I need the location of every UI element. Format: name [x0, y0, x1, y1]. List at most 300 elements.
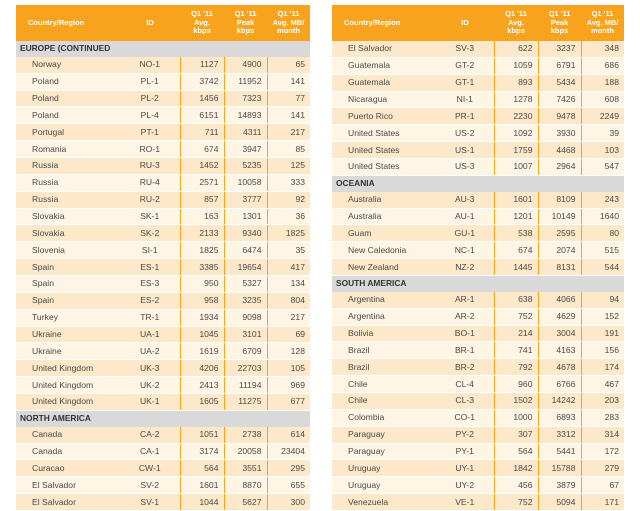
cell-peak-kbps: 4163: [538, 342, 581, 359]
region-section-row: [332, 175, 624, 191]
cell-peak-kbps: 3312: [538, 426, 581, 443]
cell-avg-kbps: 2230: [494, 108, 538, 125]
cell-country: Slovenia: [16, 242, 120, 259]
cell-avg-mb-month: 295: [267, 460, 310, 477]
cell-peak-kbps: 6893: [538, 409, 581, 426]
cell-avg-mb-month: 417: [267, 259, 310, 276]
cell-country: Guatemala: [332, 57, 436, 74]
table-row: [16, 73, 310, 90]
cell-country: Puerto Rico: [332, 108, 436, 125]
cell-id: SK-1: [120, 208, 180, 225]
cell-peak-kbps: 22703: [224, 360, 267, 377]
table-row: [332, 308, 624, 325]
cell-avg-kbps: 2413: [180, 377, 224, 394]
cell-id: PL-4: [120, 107, 180, 124]
table-row: [16, 107, 310, 124]
cell-peak-kbps: 9098: [224, 309, 267, 326]
table-row: [332, 242, 624, 259]
cell-id: UK-3: [120, 360, 180, 377]
cell-country: New Zealand: [332, 259, 436, 276]
cell-peak-kbps: 11952: [224, 73, 267, 90]
cell-country: Chile: [332, 376, 436, 393]
cell-id: NI-1: [436, 91, 494, 108]
cell-peak-kbps: 5434: [538, 74, 581, 91]
cell-avg-kbps: 4206: [180, 360, 224, 377]
cell-country: Colombia: [332, 409, 436, 426]
cell-avg-mb-month: 300: [267, 494, 310, 511]
cell-id: NZ-2: [436, 259, 494, 276]
cell-id: UA-1: [120, 326, 180, 343]
cell-avg-mb-month: 134: [267, 276, 310, 293]
cell-avg-kbps: 3742: [180, 73, 224, 90]
table-row: [332, 57, 624, 74]
cell-avg-kbps: 1825: [180, 242, 224, 259]
cell-avg-kbps: 1445: [494, 259, 538, 276]
cell-peak-kbps: 3930: [538, 125, 581, 142]
cell-country: Romania: [16, 141, 120, 158]
cell-country: Russia: [16, 158, 120, 175]
cell-avg-kbps: 752: [494, 308, 538, 325]
cell-avg-kbps: 674: [494, 242, 538, 259]
cell-id: UY-1: [436, 460, 494, 477]
right-table-panel: [332, 5, 624, 511]
table-row: [332, 259, 624, 276]
cell-country: El Salvador: [16, 477, 120, 494]
cell-avg-mb-month: 128: [267, 343, 310, 360]
cell-country: Canada: [16, 443, 120, 460]
left-table-panel: [16, 5, 310, 511]
cell-avg-kbps: 622: [494, 41, 538, 57]
cell-id: UK-2: [120, 377, 180, 394]
cell-avg-mb-month: 174: [581, 359, 624, 376]
table-row: [16, 394, 310, 411]
table-row: [332, 460, 624, 477]
cell-peak-kbps: 3101: [224, 326, 267, 343]
cell-country: Guatemala: [332, 74, 436, 91]
cell-id: PR-1: [436, 108, 494, 125]
cell-avg-mb-month: 94: [581, 292, 624, 308]
cell-country: Poland: [16, 73, 120, 90]
cell-id: PY-2: [436, 426, 494, 443]
cell-country: Brazil: [332, 359, 436, 376]
cell-avg-kbps: 1051: [180, 427, 224, 443]
cell-peak-kbps: 5235: [224, 158, 267, 175]
header-id: ID: [146, 17, 154, 27]
cell-id: PL-1: [120, 73, 180, 90]
cell-avg-mb-month: 804: [267, 292, 310, 309]
cell-avg-mb-month: 36: [267, 208, 310, 225]
cell-avg-mb-month: 243: [581, 192, 624, 208]
region-section-row: [16, 410, 310, 426]
cell-avg-mb-month: 348: [581, 41, 624, 57]
header-country: Country/Region: [28, 17, 85, 27]
cell-avg-mb-month: 156: [581, 342, 624, 359]
connectivity-table-left: [16, 5, 310, 511]
cell-id: BR-2: [436, 359, 494, 376]
cell-id: SK-2: [120, 225, 180, 242]
cell-avg-mb-month: 969: [267, 377, 310, 394]
cell-country: Chile: [332, 393, 436, 410]
table-row: [16, 242, 310, 259]
cell-avg-mb-month: 39: [581, 125, 624, 142]
table-row: [16, 477, 310, 494]
cell-avg-kbps: 1007: [494, 159, 538, 176]
table-header: [16, 5, 310, 41]
cell-avg-mb-month: 217: [267, 124, 310, 141]
cell-id: PT-1: [120, 124, 180, 141]
cell-country: Spain: [16, 292, 120, 309]
table-row: [332, 208, 624, 225]
cell-peak-kbps: 2964: [538, 159, 581, 176]
cell-country: Uruguay: [332, 460, 436, 477]
cell-peak-kbps: 6474: [224, 242, 267, 259]
connectivity-table-right: [332, 5, 624, 511]
cell-peak-kbps: 14893: [224, 107, 267, 124]
header-peak-kbps: Q1 '11 Peak kbps: [548, 9, 571, 36]
region-section-label: NORTH AMERICA: [16, 410, 310, 426]
cell-id: SV-1: [120, 494, 180, 511]
cell-id: RU-2: [120, 191, 180, 208]
cell-avg-kbps: 1044: [180, 494, 224, 511]
table-row: [332, 108, 624, 125]
cell-peak-kbps: 4678: [538, 359, 581, 376]
cell-id: RU-3: [120, 158, 180, 175]
cell-peak-kbps: 5627: [224, 494, 267, 511]
cell-peak-kbps: 2074: [538, 242, 581, 259]
cell-avg-mb-month: 85: [267, 141, 310, 158]
cell-avg-mb-month: 92: [267, 191, 310, 208]
cell-country: New Caledonia: [332, 242, 436, 259]
cell-peak-kbps: 3237: [538, 41, 581, 57]
region-section-label: OCEANIA: [332, 175, 624, 191]
table-row: [332, 342, 624, 359]
cell-avg-mb-month: 152: [581, 308, 624, 325]
cell-peak-kbps: 3004: [538, 325, 581, 342]
cell-avg-kbps: 741: [494, 342, 538, 359]
cell-avg-mb-month: 77: [267, 90, 310, 107]
region-section-label: EUROPE (CONTINUED: [16, 41, 310, 57]
cell-avg-mb-month: 217: [267, 309, 310, 326]
cell-country: El Salvador: [16, 494, 120, 511]
cell-avg-mb-month: 69: [267, 326, 310, 343]
cell-avg-kbps: 1934: [180, 309, 224, 326]
cell-avg-kbps: 958: [180, 292, 224, 309]
cell-avg-kbps: 1278: [494, 91, 538, 108]
table-row: [332, 41, 624, 57]
cell-id: SV-2: [120, 477, 180, 494]
cell-peak-kbps: 5441: [538, 443, 581, 460]
cell-peak-kbps: 4629: [538, 308, 581, 325]
cell-country: Slovakia: [16, 208, 120, 225]
cell-avg-mb-month: 655: [267, 477, 310, 494]
cell-id: UA-2: [120, 343, 180, 360]
cell-country: Venezuela: [332, 494, 436, 511]
cell-avg-mb-month: 35: [267, 242, 310, 259]
cell-id: CO-1: [436, 409, 494, 426]
cell-country: Argentina: [332, 308, 436, 325]
cell-country: Paraguay: [332, 443, 436, 460]
cell-peak-kbps: 11194: [224, 377, 267, 394]
cell-avg-kbps: 638: [494, 292, 538, 308]
cell-avg-mb-month: 65: [267, 57, 310, 73]
cell-avg-kbps: 1452: [180, 158, 224, 175]
table-row: [332, 426, 624, 443]
cell-country: Bolivia: [332, 325, 436, 342]
table-row: [332, 292, 624, 308]
cell-peak-kbps: 10058: [224, 174, 267, 191]
table-row: [332, 443, 624, 460]
cell-id: VE-1: [436, 494, 494, 511]
table-row: [332, 159, 624, 176]
cell-peak-kbps: 3947: [224, 141, 267, 158]
cell-country: Australia: [332, 192, 436, 208]
cell-country: Uruguay: [332, 477, 436, 494]
cell-avg-mb-month: 515: [581, 242, 624, 259]
cell-avg-kbps: 2133: [180, 225, 224, 242]
cell-country: Spain: [16, 259, 120, 276]
cell-avg-mb-month: 141: [267, 107, 310, 124]
cell-id: SI-1: [120, 242, 180, 259]
cell-avg-mb-month: 547: [581, 159, 624, 176]
cell-id: US-3: [436, 159, 494, 176]
cell-id: ES-1: [120, 259, 180, 276]
cell-country: United States: [332, 125, 436, 142]
cell-peak-kbps: 8109: [538, 192, 581, 208]
cell-avg-kbps: 307: [494, 426, 538, 443]
cell-avg-kbps: 214: [494, 325, 538, 342]
table-row: [16, 427, 310, 443]
cell-avg-kbps: 538: [494, 225, 538, 242]
cell-peak-kbps: 7323: [224, 90, 267, 107]
cell-avg-kbps: 960: [494, 376, 538, 393]
cell-id: GT-1: [436, 74, 494, 91]
cell-peak-kbps: 3777: [224, 191, 267, 208]
cell-country: Russia: [16, 191, 120, 208]
cell-peak-kbps: 2738: [224, 427, 267, 443]
cell-id: TR-1: [120, 309, 180, 326]
header-id: ID: [461, 17, 469, 27]
cell-avg-mb-month: 608: [581, 91, 624, 108]
cell-peak-kbps: 6766: [538, 376, 581, 393]
cell-avg-mb-month: 283: [581, 409, 624, 426]
cell-peak-kbps: 4900: [224, 57, 267, 73]
header-avg-mb-month: Q1 '11 Avg. MB/ month: [586, 9, 619, 36]
cell-country: Nicaragua: [332, 91, 436, 108]
cell-id: AU-1: [436, 208, 494, 225]
cell-peak-kbps: 1301: [224, 208, 267, 225]
table-row: [332, 477, 624, 494]
cell-country: Brazil: [332, 342, 436, 359]
cell-avg-mb-month: 80: [581, 225, 624, 242]
cell-avg-kbps: 6151: [180, 107, 224, 124]
cell-id: UY-2: [436, 477, 494, 494]
cell-avg-mb-month: 141: [267, 73, 310, 90]
table-row: [16, 259, 310, 276]
cell-country: Slovakia: [16, 225, 120, 242]
cell-avg-kbps: 1759: [494, 142, 538, 159]
table-row: [16, 377, 310, 394]
table-row: [16, 443, 310, 460]
cell-peak-kbps: 20058: [224, 443, 267, 460]
cell-country: Guam: [332, 225, 436, 242]
cell-peak-kbps: 7426: [538, 91, 581, 108]
cell-avg-kbps: 3385: [180, 259, 224, 276]
cell-avg-mb-month: 544: [581, 259, 624, 276]
cell-id: NO-1: [120, 57, 180, 73]
table-row: [16, 360, 310, 377]
cell-peak-kbps: 10149: [538, 208, 581, 225]
cell-country: Curacao: [16, 460, 120, 477]
cell-id: BO-1: [436, 325, 494, 342]
cell-avg-kbps: 456: [494, 477, 538, 494]
cell-avg-mb-month: 1825: [267, 225, 310, 242]
table-row: [332, 91, 624, 108]
table-row: [332, 325, 624, 342]
region-section-row: [332, 276, 624, 292]
cell-peak-kbps: 19654: [224, 259, 267, 276]
cell-avg-mb-month: 686: [581, 57, 624, 74]
cell-id: NC-1: [436, 242, 494, 259]
cell-country: Argentina: [332, 292, 436, 308]
table-row: [16, 208, 310, 225]
cell-peak-kbps: 2595: [538, 225, 581, 242]
cell-country: United States: [332, 142, 436, 159]
region-section-label: SOUTH AMERICA: [332, 276, 624, 292]
cell-country: Ukraine: [16, 343, 120, 360]
cell-avg-kbps: 1000: [494, 409, 538, 426]
cell-avg-kbps: 1601: [180, 477, 224, 494]
cell-country: Portugal: [16, 124, 120, 141]
cell-country: United Kingdom: [16, 377, 120, 394]
cell-avg-kbps: 792: [494, 359, 538, 376]
cell-peak-kbps: 8131: [538, 259, 581, 276]
cell-peak-kbps: 4468: [538, 142, 581, 159]
region-section-row: [16, 41, 310, 57]
table-row: [332, 142, 624, 159]
table-row: [16, 309, 310, 326]
cell-id: CA-1: [120, 443, 180, 460]
cell-country: Poland: [16, 107, 120, 124]
header-avg-mb-month: Q1 '11 Avg. MB/ month: [272, 9, 305, 36]
cell-id: GT-2: [436, 57, 494, 74]
cell-avg-kbps: 564: [494, 443, 538, 460]
cell-avg-kbps: 1092: [494, 125, 538, 142]
cell-id: CA-2: [120, 427, 180, 443]
cell-peak-kbps: 3551: [224, 460, 267, 477]
cell-avg-mb-month: 103: [581, 142, 624, 159]
table-row: [332, 192, 624, 208]
cell-avg-mb-month: 614: [267, 427, 310, 443]
table-row: [16, 326, 310, 343]
table-row: [16, 225, 310, 242]
cell-avg-kbps: 674: [180, 141, 224, 158]
header-peak-kbps: Q1 '11 Peak kbps: [234, 9, 257, 36]
table-row: [16, 124, 310, 141]
cell-avg-kbps: 2571: [180, 174, 224, 191]
table-row: [16, 494, 310, 511]
cell-id: CL-3: [436, 393, 494, 410]
table-row: [16, 57, 310, 73]
table-row: [332, 125, 624, 142]
cell-country: Poland: [16, 90, 120, 107]
cell-avg-mb-month: 333: [267, 174, 310, 191]
cell-id: UK-1: [120, 394, 180, 411]
table-row: [332, 494, 624, 511]
cell-country: United Kingdom: [16, 394, 120, 411]
cell-country: Turkey: [16, 309, 120, 326]
cell-country: Canada: [16, 427, 120, 443]
cell-id: AR-1: [436, 292, 494, 308]
cell-avg-kbps: 1605: [180, 394, 224, 411]
cell-avg-mb-month: 203: [581, 393, 624, 410]
cell-avg-mb-month: 105: [267, 360, 310, 377]
cell-id: CL-4: [436, 376, 494, 393]
cell-avg-mb-month: 191: [581, 325, 624, 342]
table-row: [16, 141, 310, 158]
cell-id: CW-1: [120, 460, 180, 477]
cell-avg-kbps: 1502: [494, 393, 538, 410]
cell-id: ES-3: [120, 276, 180, 293]
cell-country: Norway: [16, 57, 120, 73]
cell-avg-mb-month: 125: [267, 158, 310, 175]
cell-avg-kbps: 564: [180, 460, 224, 477]
table-row: [16, 343, 310, 360]
cell-id: PL-2: [120, 90, 180, 107]
cell-id: PY-1: [436, 443, 494, 460]
cell-peak-kbps: 6791: [538, 57, 581, 74]
cell-country: Russia: [16, 174, 120, 191]
cell-peak-kbps: 15788: [538, 460, 581, 477]
cell-peak-kbps: 6709: [224, 343, 267, 360]
cell-id: RU-4: [120, 174, 180, 191]
cell-id: AU-3: [436, 192, 494, 208]
table-row: [16, 90, 310, 107]
table-row: [16, 276, 310, 293]
cell-country: Spain: [16, 276, 120, 293]
cell-country: United States: [332, 159, 436, 176]
cell-avg-mb-month: 172: [581, 443, 624, 460]
cell-avg-kbps: 1045: [180, 326, 224, 343]
cell-avg-kbps: 893: [494, 74, 538, 91]
table-row: [16, 292, 310, 309]
cell-peak-kbps: 9478: [538, 108, 581, 125]
cell-avg-mb-month: 677: [267, 394, 310, 411]
cell-avg-kbps: 1201: [494, 208, 538, 225]
cell-country: United Kingdom: [16, 360, 120, 377]
cell-peak-kbps: 3235: [224, 292, 267, 309]
cell-country: Australia: [332, 208, 436, 225]
header-country: Country/Region: [344, 17, 401, 27]
table-row: [332, 225, 624, 242]
cell-avg-kbps: 3174: [180, 443, 224, 460]
cell-country: Ukraine: [16, 326, 120, 343]
table-row: [332, 409, 624, 426]
cell-id: RO-1: [120, 141, 180, 158]
cell-peak-kbps: 5094: [538, 494, 581, 511]
cell-avg-mb-month: 314: [581, 426, 624, 443]
cell-avg-kbps: 857: [180, 191, 224, 208]
cell-avg-mb-month: 23404: [267, 443, 310, 460]
cell-id: AR-2: [436, 308, 494, 325]
cell-avg-kbps: 1842: [494, 460, 538, 477]
cell-avg-mb-month: 1640: [581, 208, 624, 225]
cell-id: US-2: [436, 125, 494, 142]
cell-id: ES-2: [120, 292, 180, 309]
cell-peak-kbps: 8870: [224, 477, 267, 494]
cell-peak-kbps: 4311: [224, 124, 267, 141]
cell-country: Paraguay: [332, 426, 436, 443]
cell-avg-kbps: 950: [180, 276, 224, 293]
